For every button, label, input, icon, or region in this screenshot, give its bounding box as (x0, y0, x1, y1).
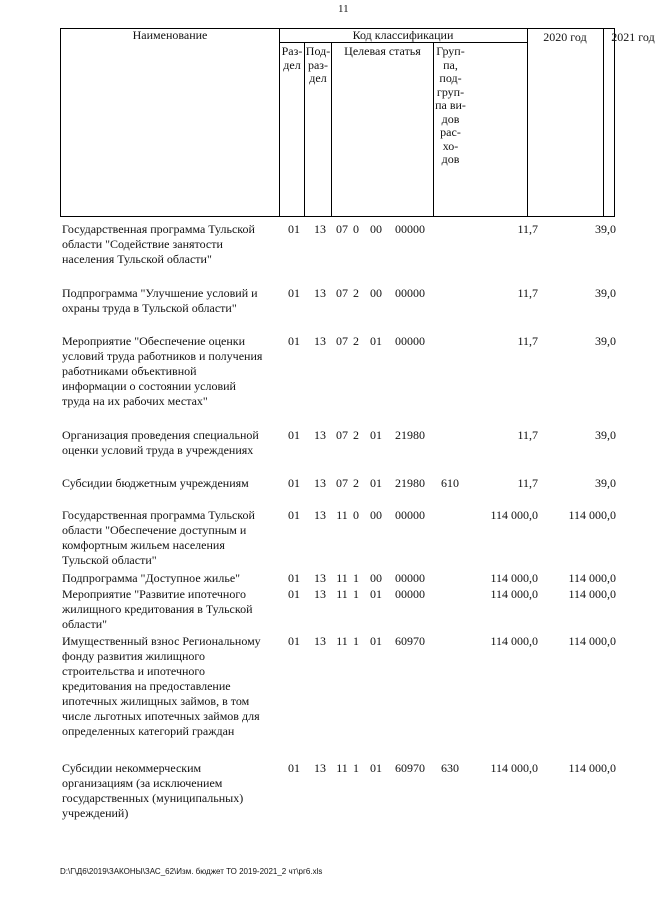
cell-2020: 114 000,0 (490, 761, 538, 775)
table-row (62, 428, 617, 458)
cell-vid: 610 (441, 476, 459, 490)
table-row (62, 634, 617, 739)
cell-target-direction: 00000 (395, 587, 425, 601)
cell-target-event: 00 (370, 222, 382, 236)
cell-target-event: 01 (370, 634, 382, 648)
cell-target-event: 00 (370, 286, 382, 300)
cell-2021: 39,0 (595, 428, 616, 442)
cell-2021: 114 000,0 (568, 761, 616, 775)
table-row (62, 508, 617, 568)
cell-target-event: 01 (370, 761, 382, 775)
cell-target-subprogram: 1 (353, 587, 359, 601)
cell-target-direction: 60970 (395, 761, 425, 775)
table-row (62, 571, 617, 586)
cell-target-subprogram: 1 (353, 634, 359, 648)
cell-2020: 11,7 (517, 476, 538, 490)
row-name: Подпрограмма "Доступное жилье" (62, 571, 241, 585)
header-vid: Груп- па, под- груп- па ви- дов рас- хо- дов (435, 44, 466, 166)
cell-razdel: 01 (288, 428, 300, 442)
cell-target-direction: 00000 (395, 222, 425, 236)
cell-target-program: 11 (336, 508, 348, 522)
header-podrazdel: Под- раз- дел (305, 44, 331, 85)
table-header (60, 28, 655, 217)
cell-2021: 39,0 (595, 222, 616, 236)
cell-target-program: 07 (336, 428, 348, 442)
cell-target-direction: 21980 (395, 476, 425, 490)
cell-target-direction: 00000 (395, 286, 425, 300)
cell-2021: 114 000,0 (568, 634, 616, 648)
cell-razdel: 01 (288, 222, 300, 236)
cell-2021: 114 000,0 (568, 508, 616, 522)
row-name: Субсидии некоммерческим организациям (за исключением государственных (муниципальных) учреждений) (62, 761, 244, 820)
cell-target-event: 01 (370, 587, 382, 601)
table-row (62, 761, 617, 821)
header-code-group: Код классификации (352, 28, 454, 42)
cell-target-subprogram: 1 (353, 761, 359, 775)
table-row (62, 334, 617, 409)
cell-target-subprogram: 2 (353, 286, 359, 300)
row-name: Имущественный взнос Региональному фонду развития жилищного строительства и ипотечного кредитования на предоставление ипотечных жилищных займов, в том числе льготных ипотечных займов для определенных категорий граждан (62, 634, 261, 738)
cell-podrazdel: 13 (314, 476, 326, 490)
header-razdel: Раз- дел (281, 44, 303, 72)
cell-target-event: 00 (370, 571, 382, 585)
cell-target-subprogram: 2 (353, 334, 359, 348)
cell-vid: 630 (441, 761, 459, 775)
cell-2021: 114 000,0 (568, 587, 616, 601)
table-row (62, 222, 617, 267)
cell-target-direction: 60970 (395, 634, 425, 648)
header-2020: 2020 год (543, 30, 587, 44)
cell-podrazdel: 13 (314, 222, 326, 236)
cell-target-event: 01 (370, 334, 382, 348)
cell-2020: 11,7 (517, 334, 538, 348)
cell-podrazdel: 13 (314, 634, 326, 648)
cell-target-direction: 00000 (395, 334, 425, 348)
table-row (62, 286, 617, 316)
row-name: Субсидии бюджетным учреждениям (62, 476, 249, 490)
cell-podrazdel: 13 (314, 587, 326, 601)
row-name: Подпрограмма "Улучшение условий и охраны труда в Тульской области" (62, 286, 258, 315)
cell-target-direction: 00000 (395, 508, 425, 522)
cell-2021: 39,0 (595, 476, 616, 490)
cell-target-program: 07 (336, 222, 348, 236)
row-name: Государственная программа Тульской области "Содействие занятости населения Тульской области" (62, 222, 255, 266)
cell-target-program: 11 (336, 634, 348, 648)
cell-target-subprogram: 2 (353, 476, 359, 490)
cell-podrazdel: 13 (314, 571, 326, 585)
row-name: Мероприятие "Обеспечение оценки условий труда работников и получения работниками объективной информации о состоянии условий труда на их рабочих местах" (62, 334, 263, 408)
cell-target-subprogram: 0 (353, 222, 359, 236)
cell-target-event: 01 (370, 428, 382, 442)
cell-2020: 114 000,0 (490, 508, 538, 522)
cell-2020: 11,7 (517, 428, 538, 442)
cell-podrazdel: 13 (314, 508, 326, 522)
cell-2020: 114 000,0 (490, 634, 538, 648)
file-path-footer: D:\Г\Д6\2019\ЗАКОНЫ\ЗАС_62\Изм. бюджет ТО 2019-2021_2 чт\рг6.xls (60, 867, 323, 876)
cell-2021: 39,0 (595, 334, 616, 348)
cell-2020: 11,7 (517, 286, 538, 300)
cell-target-subprogram: 2 (353, 428, 359, 442)
cell-target-event: 01 (370, 476, 382, 490)
cell-target-program: 11 (336, 761, 348, 775)
cell-target-program: 07 (336, 286, 348, 300)
page-number: 11 (338, 3, 349, 15)
cell-razdel: 01 (288, 476, 300, 490)
cell-podrazdel: 13 (314, 761, 326, 775)
cell-2020: 114 000,0 (490, 587, 538, 601)
cell-target-subprogram: 0 (353, 508, 359, 522)
table-row (62, 587, 617, 632)
cell-razdel: 01 (288, 286, 300, 300)
cell-podrazdel: 13 (314, 428, 326, 442)
cell-razdel: 01 (288, 761, 300, 775)
cell-razdel: 01 (288, 508, 300, 522)
cell-2021: 39,0 (595, 286, 616, 300)
cell-target-direction: 21980 (395, 428, 425, 442)
header-name: Наименование (132, 28, 208, 42)
cell-target-program: 07 (336, 476, 348, 490)
row-name: Мероприятие "Развитие ипотечного жилищного кредитования в Тульской области" (62, 587, 253, 631)
cell-target-program: 07 (336, 334, 348, 348)
table-row (62, 476, 617, 491)
row-name: Организация проведения специальной оценки условий труда в учреждениях (62, 428, 259, 457)
cell-podrazdel: 13 (314, 286, 326, 300)
cell-razdel: 01 (288, 334, 300, 348)
cell-2020: 114 000,0 (490, 571, 538, 585)
cell-razdel: 01 (288, 587, 300, 601)
row-name: Государственная программа Тульской области "Обеспечение доступным и комфортным жильем населения Тульской области" (62, 508, 255, 567)
cell-2020: 11,7 (517, 222, 538, 236)
cell-2021: 114 000,0 (568, 571, 616, 585)
cell-razdel: 01 (288, 634, 300, 648)
cell-target-program: 11 (336, 571, 348, 585)
header-2021: 2021 год (611, 30, 655, 44)
cell-podrazdel: 13 (314, 334, 326, 348)
cell-target-subprogram: 1 (353, 571, 359, 585)
cell-target-event: 00 (370, 508, 382, 522)
cell-razdel: 01 (288, 571, 300, 585)
header-target: Целевая статья (344, 44, 421, 58)
cell-target-program: 11 (336, 587, 348, 601)
cell-target-direction: 00000 (395, 571, 425, 585)
